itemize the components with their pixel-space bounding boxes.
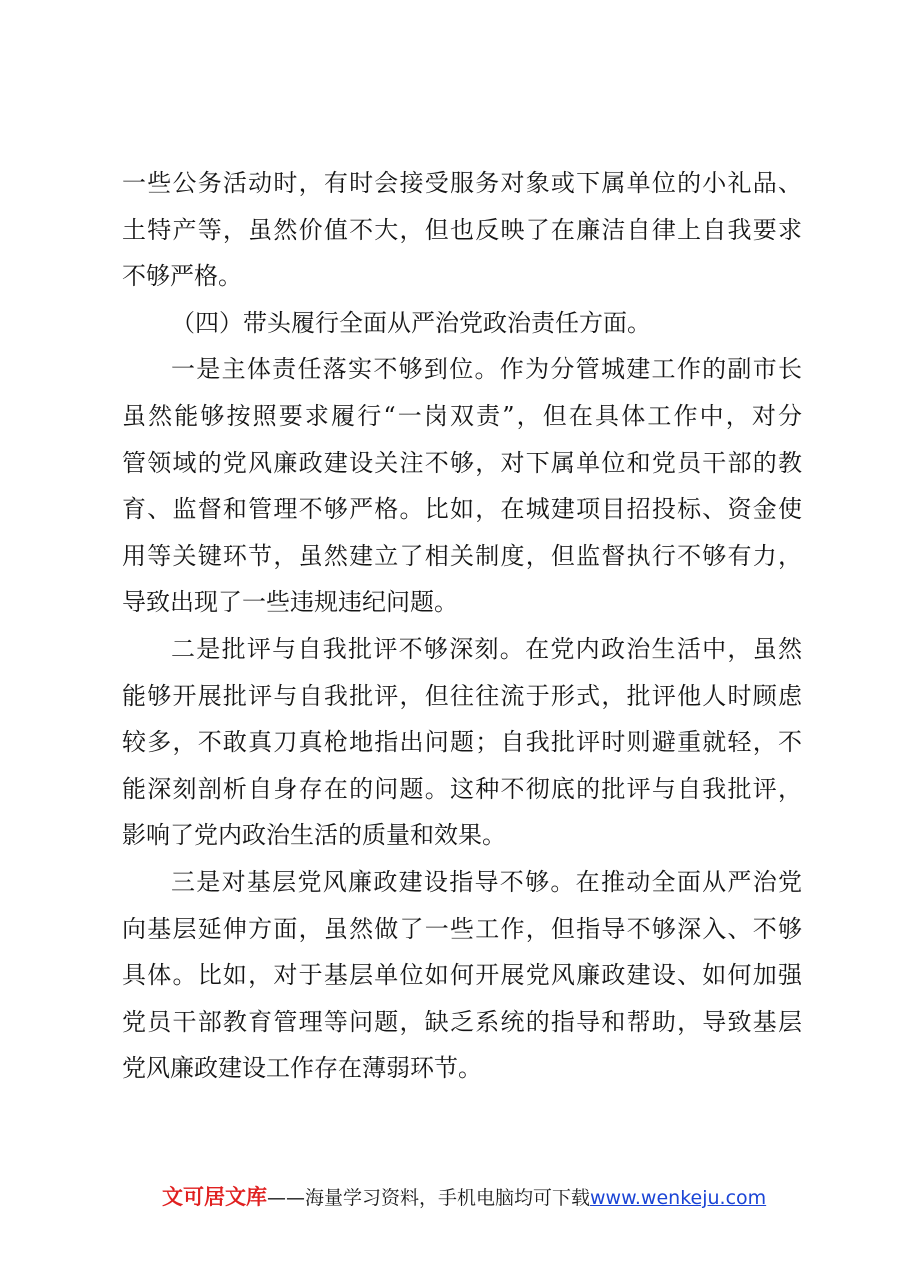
text-line: 向基层延伸方面，虽然做了一些工作，但指导不够深入、不够: [122, 914, 802, 943]
text-line: 具体。比如，对于基层单位如何开展党风廉政建设、如何加强: [122, 961, 802, 990]
footer-brand: 文可居文库: [162, 1185, 267, 1209]
footer-banner: [162, 1182, 802, 1212]
footer-tagline: ——海量学习资料，手机电脑均可下载: [267, 1187, 591, 1209]
section-heading: （四）带头履行全面从严治党政治责任方面。: [171, 308, 651, 337]
text-line: 虽然能够按照要求履行“一岗双责”，但在具体工作中，对分: [122, 401, 802, 430]
text-line: 不够严格。: [122, 262, 242, 291]
text-line: 用等关键环节，虽然建立了相关制度，但监督执行不够有力，: [122, 541, 802, 570]
text-line: 三是对基层党风廉政建设指导不够。在推动全面从严治党: [171, 867, 802, 896]
text-line: 土特产等，虽然价值不大，但也反映了在廉洁自律上自我要求: [122, 215, 802, 244]
text-line: 二是批评与自我批评不够深刻。在党内政治生活中，虽然: [171, 634, 802, 663]
text-line: 较多，不敢真刀真枪地指出问题；自我批评时则避重就轻，不: [122, 728, 802, 757]
text-line: 能够开展批评与自我批评，但往往流于形式，批评他人时顾虑: [122, 681, 802, 710]
text-line: 党员干部教育管理等问题，缺乏系统的指导和帮助，导致基层: [122, 1007, 802, 1036]
text-line: 党风廉政建设工作存在薄弱环节。: [122, 1054, 482, 1083]
footer-url-link[interactable]: www.wenkeju.com: [590, 1187, 767, 1209]
document-body: [122, 160, 802, 1092]
text-line: 导致出现了一些违规违纪问题。: [122, 588, 458, 617]
text-line: 一是主体责任落实不够到位。作为分管城建工作的副市长: [171, 355, 802, 384]
text-line: 一些公务活动时，有时会接受服务对象或下属单位的小礼品、: [122, 169, 802, 197]
text-line: 育、监督和管理不够严格。比如，在城建项目招投标、资金使: [122, 495, 802, 524]
text-line: 影响了党内政治生活的质量和效果。: [122, 821, 506, 850]
text-line: 能深刻剖析自身存在的问题。这种不彻底的批评与自我批评，: [122, 774, 802, 803]
text-line: 管领域的党风廉政建设关注不够，对下属单位和党员干部的教: [122, 448, 802, 477]
